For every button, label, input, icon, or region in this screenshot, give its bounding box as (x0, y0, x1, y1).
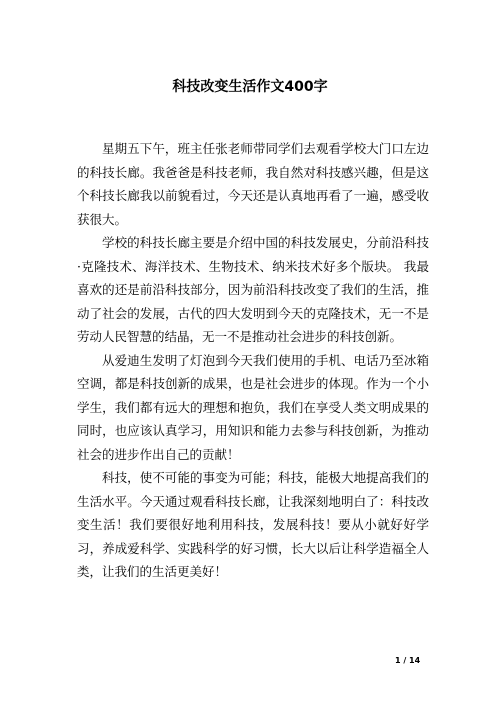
document-title: 科技改变生活作文400字 (172, 79, 328, 95)
paragraph: 星期五下午，班主任张老师带同学们去观看学校大门口左边的科技长廊。我爸爸是科技老师，我自然对科技感兴趣，但是这个科技长廊我以前貌看过，今天还是认真地再看了一遍，感受收获很大。 (77, 141, 429, 227)
paragraph: 从爱迪生发明了灯泡到今天我们使用的手机、电话乃至冰箱空调，都是科技创新的成果，也是社会进步的体现。作为一个小学生，我们都有远大的理想和抱负，我们在享受人类文明成果的同时，也应该认真学习，用知识和能力去参与科技创新，为推动社会的进步作出自己的贡献！ (77, 352, 429, 462)
document-body (77, 137, 429, 584)
paragraph: 科技，使不可能的事变为可能；科技，能极大地提高我们的生活水平。今天通过观看科技长廊，让我深刻地明白了：科技改变生活！我们要很好地利用科技，发展科技！要从小就好好学习，养成爱科学、实践科学的好习惯，长大以后让科学造福全人类，让我们的生活更美好！ (77, 470, 429, 579)
page-number: 1 / 14 (395, 656, 421, 665)
paragraph: 学校的科技长廊主要是介绍中国的科技发展史，分前沿科技·克隆技术、海洋技术、生物技术、纳米技术好多个版块。 我最喜欢的还是前沿科技部分，因为前沿科技改变了我们的生活，推动了社会的发展，古代的四大发明到今天的克隆技术，无一不是劳动人民智慧的结晶，无一不是推动社会进步的科技创新。 (77, 235, 429, 344)
